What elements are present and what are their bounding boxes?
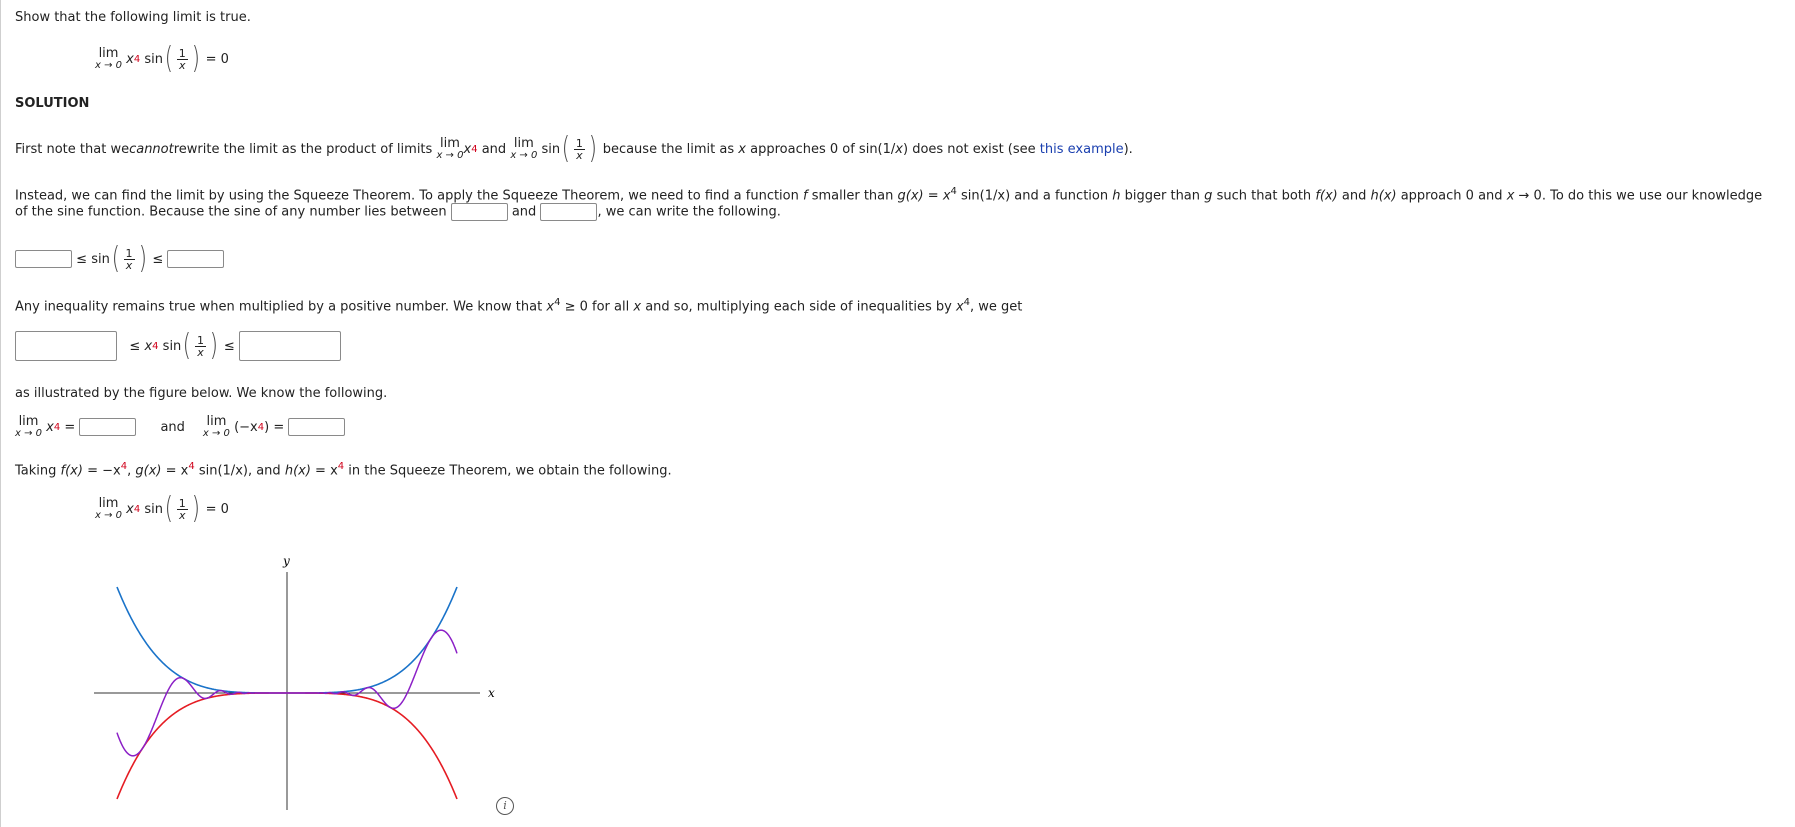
paragraph-multiply: Any inequality remains true when multiplied by a positive number. We know that $x^4 \ge 0$ for all x and so, multiplying each side of inequalities by $x^4$, we get [15,297,1023,315]
solution-heading: SOLUTION [15,96,90,111]
paragraph-figure-intro: as illustrated by the figure below. We know the following. [15,386,388,401]
squeeze-graph [80,550,510,815]
sine-upper-bound-input[interactable] [540,203,597,221]
x4-inequality-right-input[interactable] [239,331,341,361]
lim-x4-input[interactable] [79,418,136,436]
lim-neg-x4-input[interactable] [288,418,345,436]
limit-statement: lim x → 0 x 4 sin ( $\frac{1}{x}$ ) = 0 [95,41,229,76]
x-axis-label: x [488,686,495,700]
lim-operator: lim x → 0 [510,136,538,161]
sine-inequality-left-input[interactable] [15,250,72,268]
info-icon[interactable]: i [496,797,514,815]
lim-operator: lim x → 0 [95,496,123,521]
prompt-text: Show that the following limit is true. [15,10,251,25]
sine-lower-bound-input[interactable] [451,203,508,221]
limits-known: lim x → 0 x 4 = and lim x → 0 (−x 4 ) = [15,415,345,439]
this-example-link[interactable]: this example [1039,141,1124,157]
left-border [0,0,1,827]
y-axis-label: y [283,554,290,568]
lim-operator: lim x → 0 [15,414,43,439]
lim-operator: lim x → 0 [202,414,230,439]
paragraph-product-of-limits: First note that we cannot rewrite the limit as the product of limits lim x → 0 x 4 and lim x → 0 sin ( $\frac{1}{x}$ ) because the limit as x approaches 0 of sin(1/ x ) does not exist (see this example ). [15,131,1133,166]
x4-sine-inequality: ≤ x 4 sin ( $\frac{1}{x}$ ) ≤ [15,331,341,361]
sine-inequality-right-input[interactable] [167,250,224,268]
paragraph-taking: Taking $f(x) = -x^4$, $g(x) = x^4$ sin(1/x), and $h(x) = x^4$ in the Squeeze Theorem, we obtain the following. [15,461,672,479]
paragraph-squeeze-line1: Instead, we can find the limit by using the Squeeze Theorem. To apply the Squeeze Theorem, we need to find a function f smaller than $g(x) = x^4$ sin(1/x) and a function h bigger than g such that both f(x) and h(x) approach 0 and x → 0. To do this we use our knowledge [15,186,1763,204]
lim-operator: lim x → 0 [95,46,123,71]
sine-inequality: ≤ sin ( $\frac{1}{x}$ ) ≤ [15,244,224,274]
lim-operator: lim x → 0 [436,136,464,161]
paragraph-squeeze-line2: of the sine function. Because the sine of any number lies between and , we can write the following. [15,204,781,220]
x4-inequality-left-input[interactable] [15,331,117,361]
limit-result: lim x → 0 x 4 sin ( $\frac{1}{x}$ ) = 0 [95,491,229,526]
